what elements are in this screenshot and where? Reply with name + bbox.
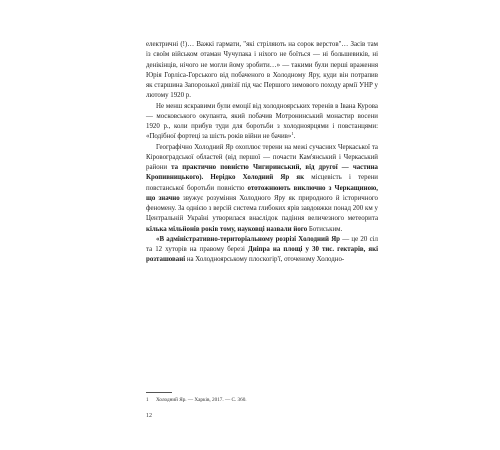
- footnote-mark: 1: [146, 397, 149, 403]
- paragraph: [146, 235, 378, 266]
- main-text-column: [146, 40, 378, 266]
- paragraph: [146, 40, 378, 102]
- page-number: 12: [146, 413, 152, 419]
- footnote: [146, 397, 378, 404]
- text-run: .: [293, 133, 296, 141]
- bold-text-run: «В адміністративно-територіальному розрізі Холодний Яр: [156, 235, 340, 243]
- bold-text-run: та практично повністю Чигиринський, від другої — частина Кропивницького). Нерідко Холодний Яр як: [146, 164, 378, 182]
- paragraph: [146, 102, 378, 143]
- text-run: Географічно Холодний Яр охоплює терени на межі сучасних Черкаської та Кіровоградської областей (від першої — почасти Кам'янський і Черкаський райони: [146, 143, 378, 171]
- text-run: звужує розуміння Холодного Яру як природного й історичного феномену. За однією з версій система глибоких ярів завдовжки понад 200 км у Центральній Україні утворилася внаслідок падіння величезного метеорита: [146, 194, 378, 223]
- bold-text-run: ототожнюють виключно з Черкащиною, що значно: [146, 184, 378, 202]
- text-run: електричні (!)… Важкі гармати, "які стріляють на сорок верстов"… Засів там із своїм військом отаман Чучупака і ніхого не боїться — ні большевиків, ні денікінців, нічого не могли йому зробити…» — такими були перші враження Юрія Горліса-Горського від побаченого в Холодному Яру, куди він потрапив як старшина Запорозької дивізії під час Першого зимового походу армії УНР у лютому 1920 р.: [146, 41, 378, 100]
- bold-text-run: кілька мільйонів років тому, науковці назвали його: [146, 225, 308, 233]
- footnote-reference: 1: [291, 131, 294, 137]
- text-run: Не менш яскравими були емоції від холодноярських теренів в Івана Курова — московського окупанта, який побачив Мотронинський монастир восени 1920 р., коли прибув туди для боротьби з холодноярцями і повстанцями: «Подібної фортеці за шість років війни не бачив»: [146, 102, 378, 141]
- paragraph: [146, 143, 378, 235]
- text-run: місцевість і терени повстанської боротьби повністю: [146, 174, 378, 192]
- text-run: Ботиським.: [307, 225, 343, 233]
- text-run: — це 20 сіл та 12 хуторів на правому березі: [146, 235, 378, 253]
- footnote-divider: [146, 392, 172, 393]
- footnote-text: Холодний Яр. — Харків, 2017. — С. 360.: [156, 397, 247, 403]
- text-run: на Холодноярському плоскогір'ї, оточеному Холодно-: [185, 256, 345, 264]
- bold-text-run: Дніпра на площі у 30 тис. гектарів, які розташовані: [146, 246, 378, 264]
